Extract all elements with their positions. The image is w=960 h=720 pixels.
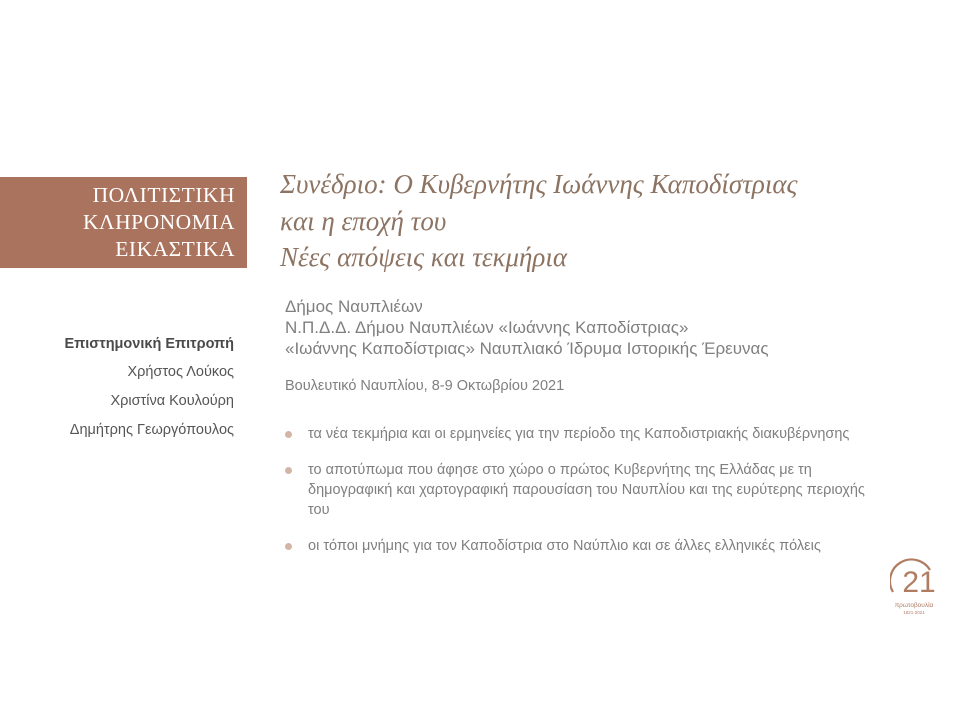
topic-text: το αποτύπωμα που άφησε στο χώρο ο πρώτος Κυβερνήτης της Ελλάδας με τη δημογραφική και χαρτογραφική παρουσίαση του Ναυπλίου και της ευρύτερης περιοχής του: [308, 462, 865, 518]
organizer-line: Δήμος Ναυπλιέων: [285, 297, 423, 316]
list-item: [285, 536, 865, 556]
logo-name: πρωτοβουλία: [894, 602, 934, 609]
initiative-1821-2021-logo: [890, 552, 938, 618]
title-line: Συνέδριο: Ο Κυβερνήτης Ιωάννης Καποδίστριας: [280, 169, 798, 199]
slide-title: [280, 166, 940, 276]
bullet-icon: [285, 467, 292, 474]
organizer-line: Ν.Π.Δ.Δ. Δήμου Ναυπλιέων «Ιωάννης Καποδίστριας»: [285, 318, 689, 337]
list-item: [285, 460, 865, 520]
scientific-committee: [65, 336, 235, 451]
organizer-line: «Ιωάννης Καποδίστριας» Ναυπλιακό Ίδρυμα Ιστορικής Έρευνας: [285, 339, 769, 358]
title-line: και η εποχή του: [280, 205, 447, 236]
committee-member: Χριστίνα Κουλούρη: [110, 393, 234, 409]
logo-years: 1821-2021: [903, 610, 925, 615]
topic-list: [285, 424, 865, 572]
topic-text: τα νέα τεκμήρια και οι ερμηνείες για την περίοδο της Καποδιστριακής διακυβέρνησης: [308, 426, 850, 442]
organizers: [285, 296, 925, 359]
logo-number: 21: [902, 566, 936, 599]
list-item: [285, 424, 865, 444]
committee-heading: Επιστημονική Επιτροπή: [64, 336, 234, 352]
committee-member: Δημήτρης Γεωργόπουλος: [69, 422, 234, 438]
category-banner: [0, 177, 247, 268]
bullet-icon: [285, 431, 292, 438]
category-line: ΠΟΛΙΤΙΣΤΙΚΗ: [92, 183, 235, 207]
category-line: ΕΙΚΑΣΤΙΚΑ: [115, 237, 235, 261]
topic-text: οι τόποι μνήμης για τον Καποδίστρια στο Ναύπλιο και σε άλλες ελληνικές πόλεις: [308, 538, 821, 554]
category-line: ΚΛΗΡΟΝΟΜΙΑ: [83, 210, 235, 234]
bullet-icon: [285, 543, 292, 550]
venue-date: Βουλευτικό Ναυπλίου, 8-9 Οκτωβρίου 2021: [285, 378, 565, 394]
title-line: Νέες απόψεις και τεκμήρια: [280, 242, 568, 272]
committee-member: Χρήστος Λούκος: [127, 364, 234, 380]
